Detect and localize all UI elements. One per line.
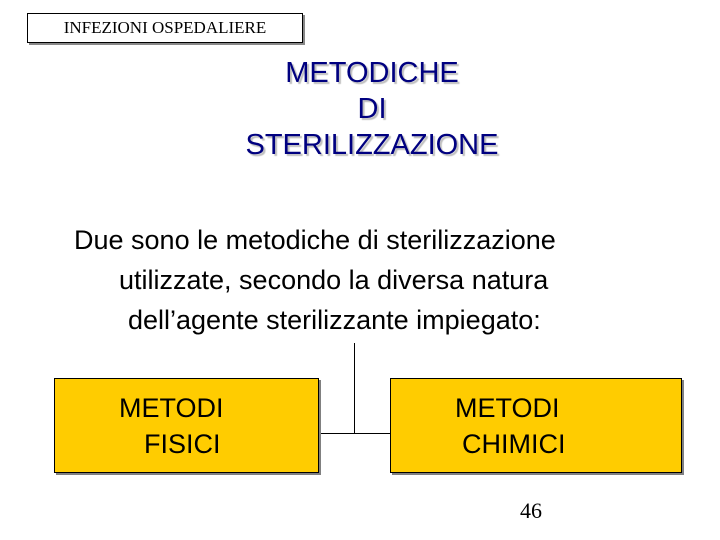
connector-left-line (318, 433, 355, 434)
connector-right-line (355, 433, 391, 434)
box-line: FISICI (144, 428, 221, 459)
slide-title (0, 55, 720, 163)
title-line: STERILIZZAZIONE (245, 129, 499, 161)
box-line: METODI (455, 392, 560, 423)
body-paragraph (60, 220, 680, 340)
chemical-methods-box (390, 378, 682, 473)
box-line: CHIMICI (462, 428, 566, 459)
page-number: 46 (520, 498, 542, 523)
header-label: INFEZIONI OSPEDALIERE (27, 13, 303, 43)
body-line: Due sono le metodiche di sterilizzazione (74, 225, 556, 255)
physical-methods-box (54, 378, 319, 473)
connector-vertical-line (354, 343, 355, 434)
body-line: dell’agente sterilizzante impiegato: (128, 305, 541, 335)
body-line: utilizzate, secondo la diversa natura (119, 265, 549, 295)
title-line: METODICHE (285, 57, 459, 89)
title-line: DI (357, 93, 387, 125)
box-line: METODI (119, 392, 224, 423)
